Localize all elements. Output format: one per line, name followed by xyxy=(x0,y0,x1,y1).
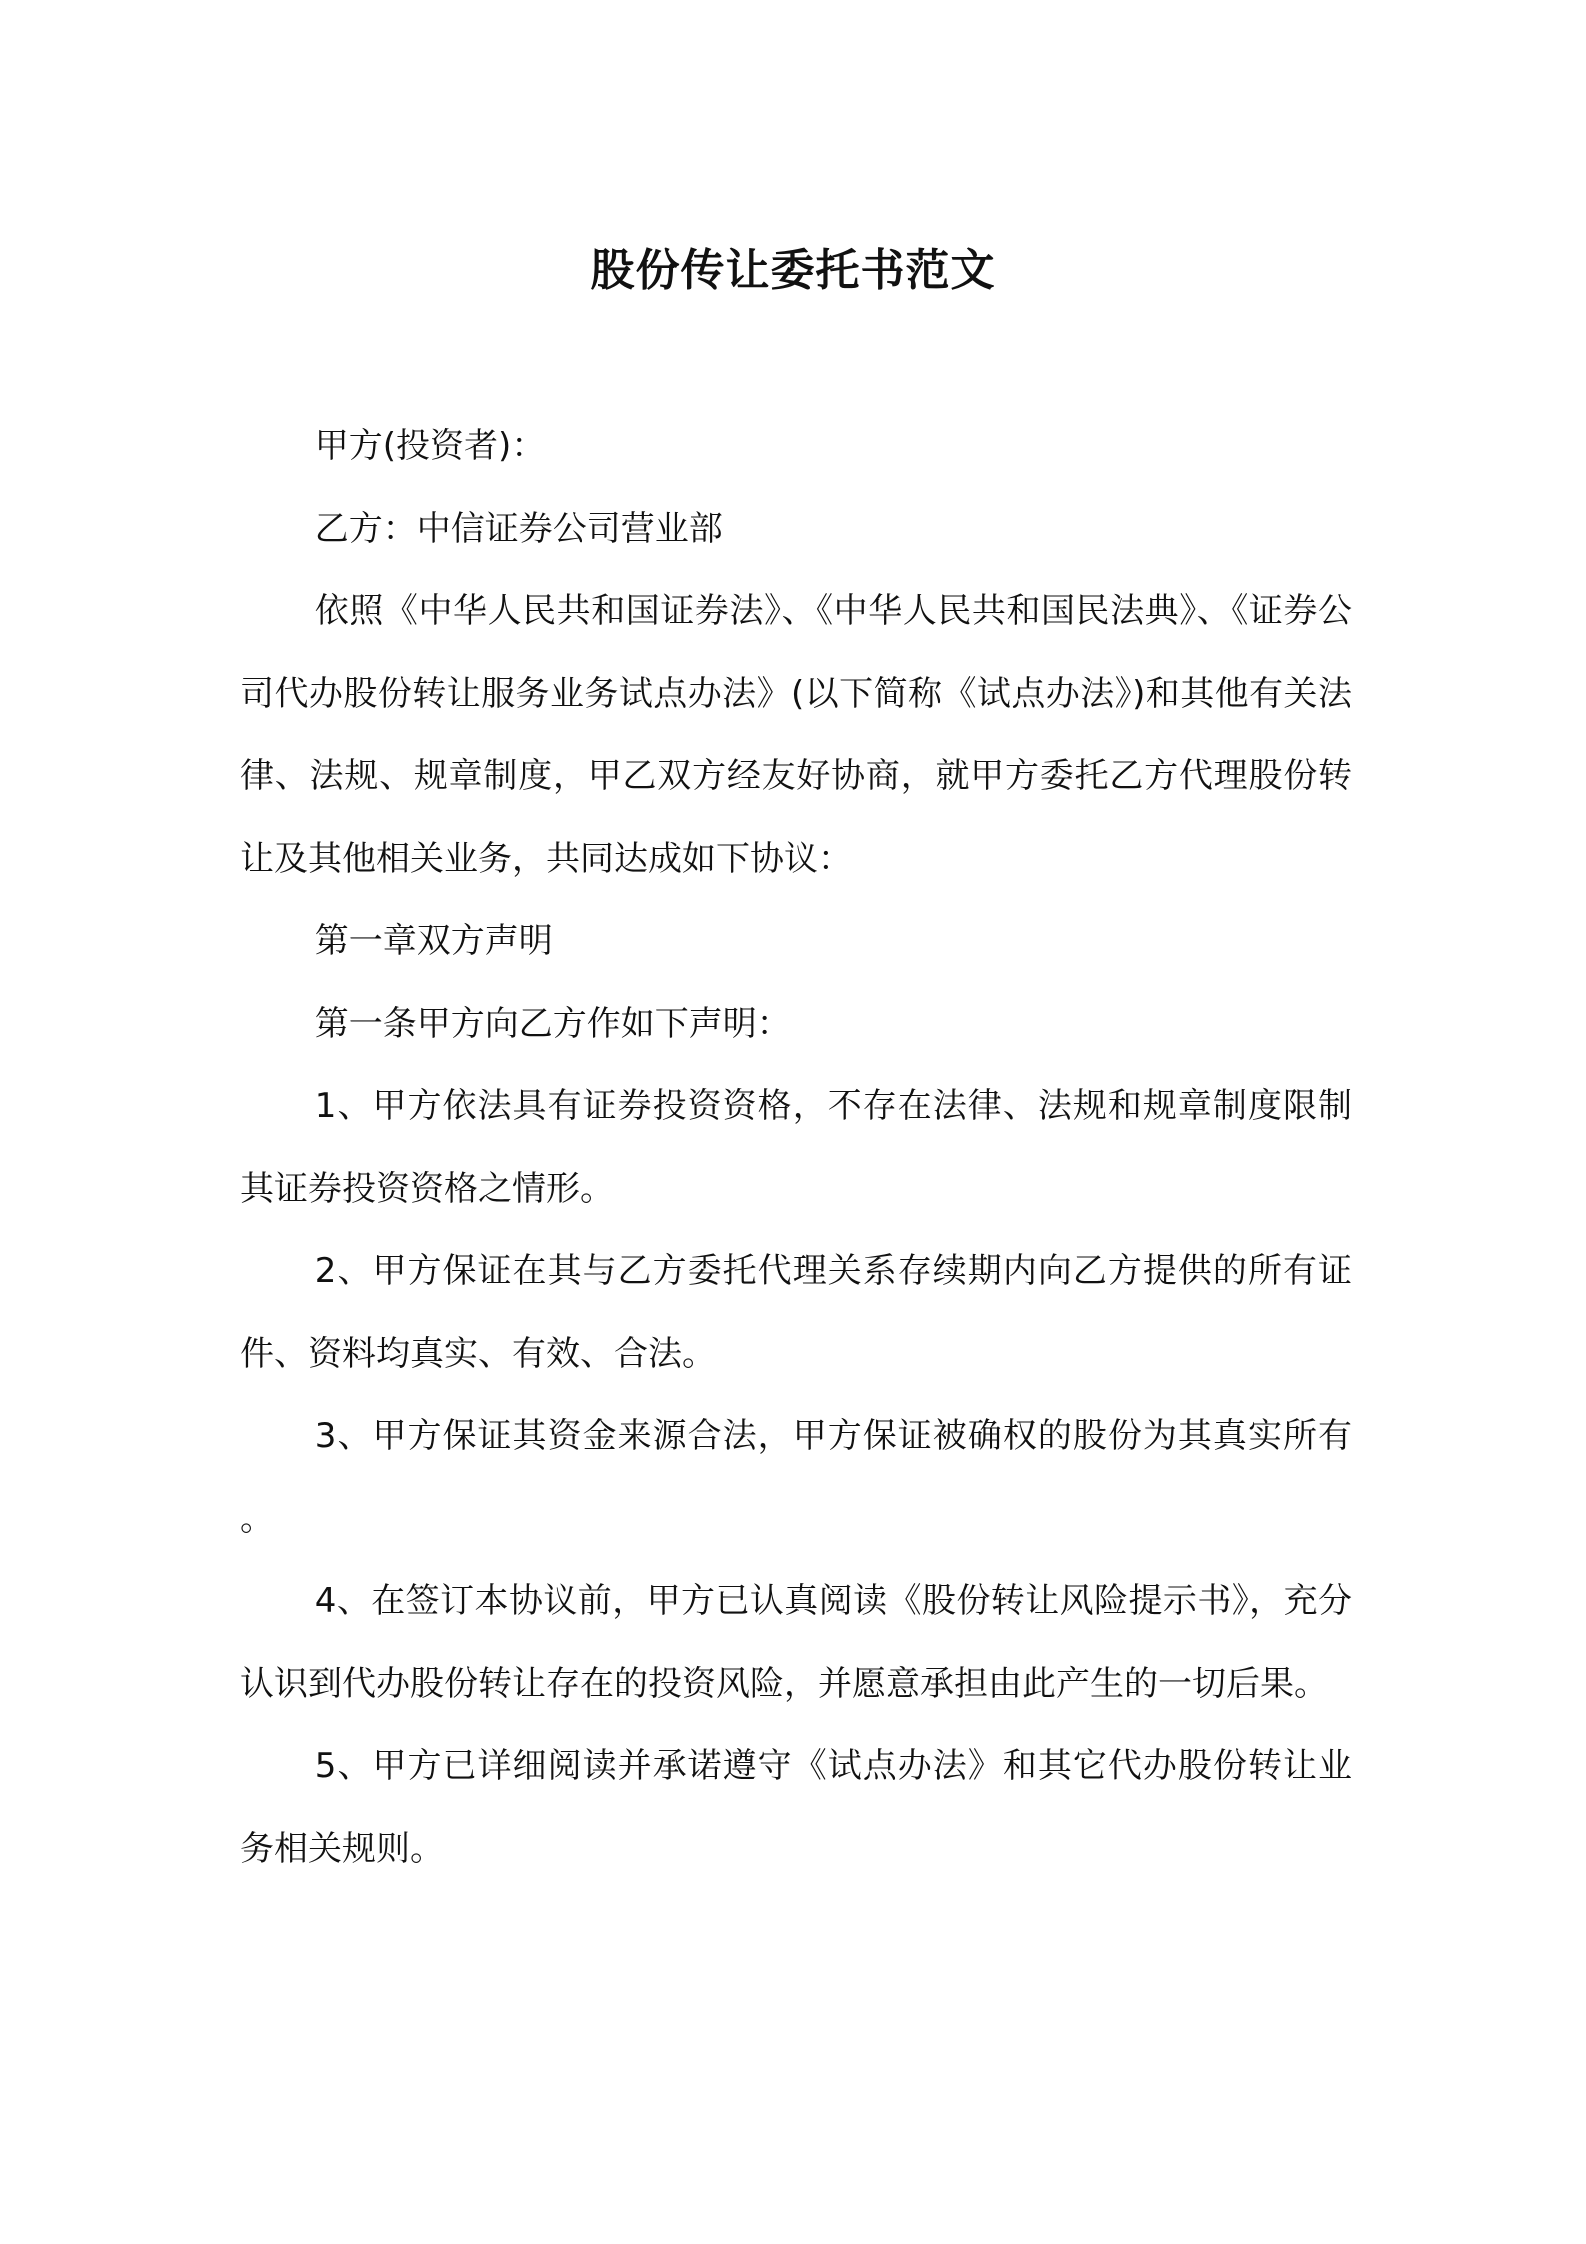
clause-3: 3、甲方保证其资金来源合法，甲方保证被确权的股份为其真实所有。 xyxy=(240,1416,1352,1539)
paragraph-party-b: 乙方：中信证券公司营业部 xyxy=(314,508,723,549)
paragraph-party-a: 甲方(投资者)： xyxy=(314,426,546,466)
clause-2: 2、甲方保证在其与乙方委托代理关系存续期内向乙方提供的所有证件、资料均真实、有效、合法。 xyxy=(240,1251,1352,1374)
clause-1: 1、甲方依法具有证券投资资格，不存在法律、法规和规章制度限制其证券投资资格之情形。 xyxy=(240,1086,1352,1209)
article-heading: 第一条甲方向乙方作如下声明： xyxy=(314,1003,791,1044)
document-title: 股份传让委托书范文 xyxy=(590,245,996,297)
document-body xyxy=(240,405,1352,1890)
clause-4: 4、在签订本协议前，甲方已认真阅读《股份转让风险提示书》，充分认识到代办股份转让存在的投资风险，并愿意承担由此产生的一切后果。 xyxy=(240,1581,1352,1704)
clause-5: 5、甲方已详细阅读并承诺遵守《试点办法》和其它代办股份转让业务相关规则。 xyxy=(240,1746,1352,1869)
chapter-heading: 第一章双方声明 xyxy=(314,921,553,961)
paragraph-preamble: 依照《中华人民共和国证券法》、《中华人民共和国民法典》、《证券公司代办股份转让服务业务试点办法》(以下简称《试点办法》)和其他有关法律、法规、规章制度，甲乙双方经友好协商，就甲方委托乙方代理股份转让及其他相关业务，共同达成如下协议： xyxy=(240,591,1352,879)
